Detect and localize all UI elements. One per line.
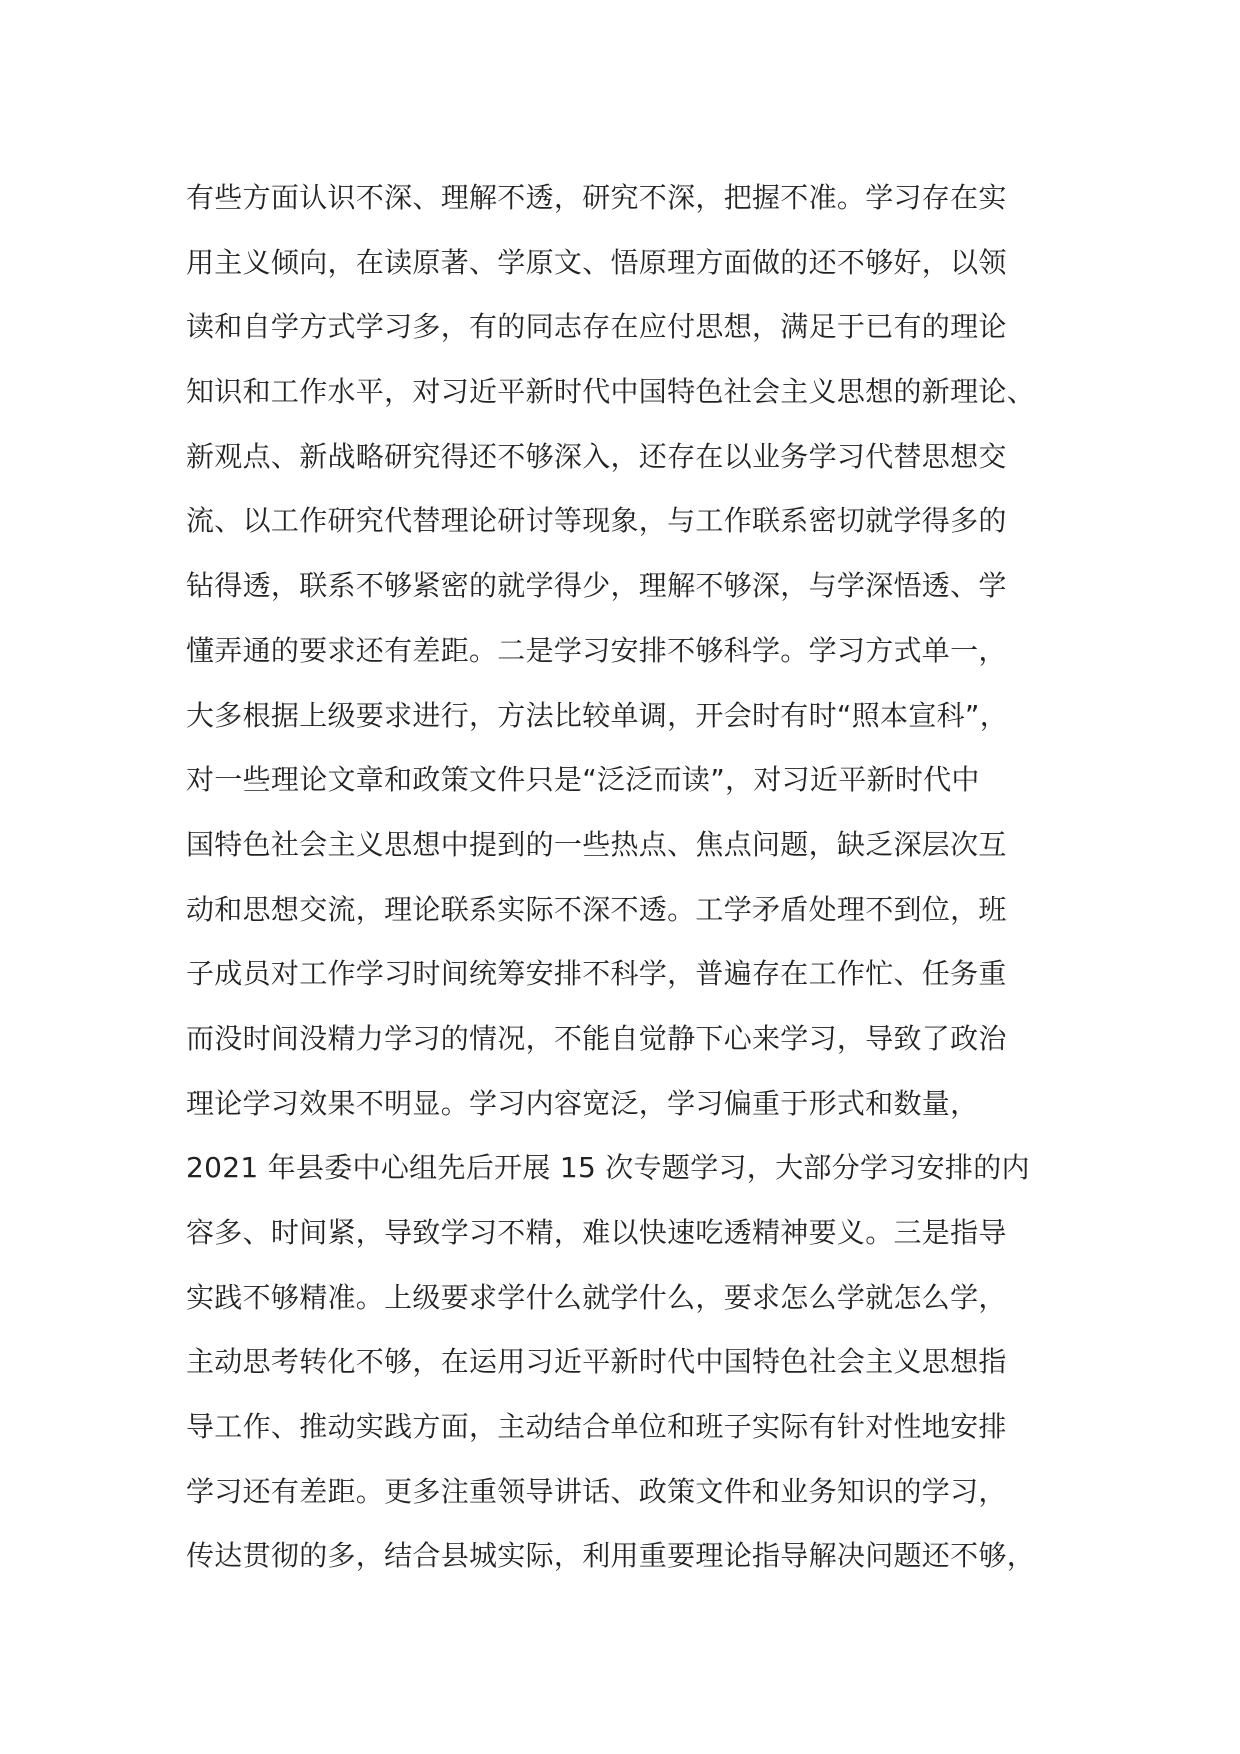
text-line: 懂弄通的要求还有差距。二是学习安排不够科学。学习方式单一， — [186, 633, 1007, 667]
text-line: 钻得透，联系不够紧密的就学得少，理解不够深，与学深悟透、学 — [186, 569, 1007, 603]
text-line: 流、以工作研究代替理论研讨等现象，与工作联系密切就学得多的 — [186, 504, 1007, 538]
text-line: 导工作、推动实践方面，主动结合单位和班子实际有针对性地安排 — [186, 1410, 1007, 1444]
text-line: 传达贯彻的多，结合县城实际，利用重要理论指导解决问题还不够， — [186, 1539, 1036, 1573]
text-line: 动和思想交流，理论联系实际不深不透。工学矛盾处理不到位，班 — [186, 892, 1007, 926]
text-line: 主动思考转化不够，在运用习近平新时代中国特色社会主义思想指 — [186, 1345, 1007, 1379]
text-line: 而没时间没精力学习的情况，不能自觉静下心来学习，导致了政治 — [186, 1021, 1007, 1055]
text-line: 实践不够精准。上级要求学什么就学什么，要求怎么学就怎么学， — [186, 1280, 1007, 1314]
text-line: 读和自学方式学习多，有的同志存在应付思想，满足于已有的理论 — [186, 310, 1007, 344]
text-line: 知识和工作水平，对习近平新时代中国特色社会主义思想的新理论、 — [186, 375, 1036, 409]
text-line: 理论学习效果不明显。学习内容宽泛，学习偏重于形式和数量， — [186, 1086, 979, 1120]
text-line: 国特色社会主义思想中提到的一些热点、焦点问题，缺乏深层次互 — [186, 827, 1007, 861]
text-line: 学习还有差距。更多注重领导讲话、政策文件和业务知识的学习， — [186, 1474, 1007, 1508]
text-line: 容多、时间紧，导致学习不精，难以快速吃透精神要义。三是指导 — [186, 1216, 1007, 1249]
text-line: 2021 年县委中心组先后开展 15 次专题学习，大部分学习安排的内 — [186, 1151, 1030, 1185]
text-line: 有些方面认识不深、理解不透，研究不深，把握不准。学习存在实 — [186, 181, 1007, 214]
body-text — [186, 166, 1086, 1589]
text-line: 新观点、新战略研究得还不够深入，还存在以业务学习代替思想交 — [186, 439, 1007, 473]
text-line: 用主义倾向，在读原著、学原文、悟原理方面做的还不够好，以领 — [186, 245, 1007, 279]
text-line: 子成员对工作学习时间统筹安排不科学，普遍存在工作忙、任务重 — [186, 957, 1007, 991]
text-line: 大多根据上级要求进行，方法比较单调，开会时有时“照本宣科”， — [186, 698, 1009, 732]
text-line: 对一些理论文章和政策文件只是“泛泛而读”，对习近平新时代中 — [186, 763, 980, 797]
